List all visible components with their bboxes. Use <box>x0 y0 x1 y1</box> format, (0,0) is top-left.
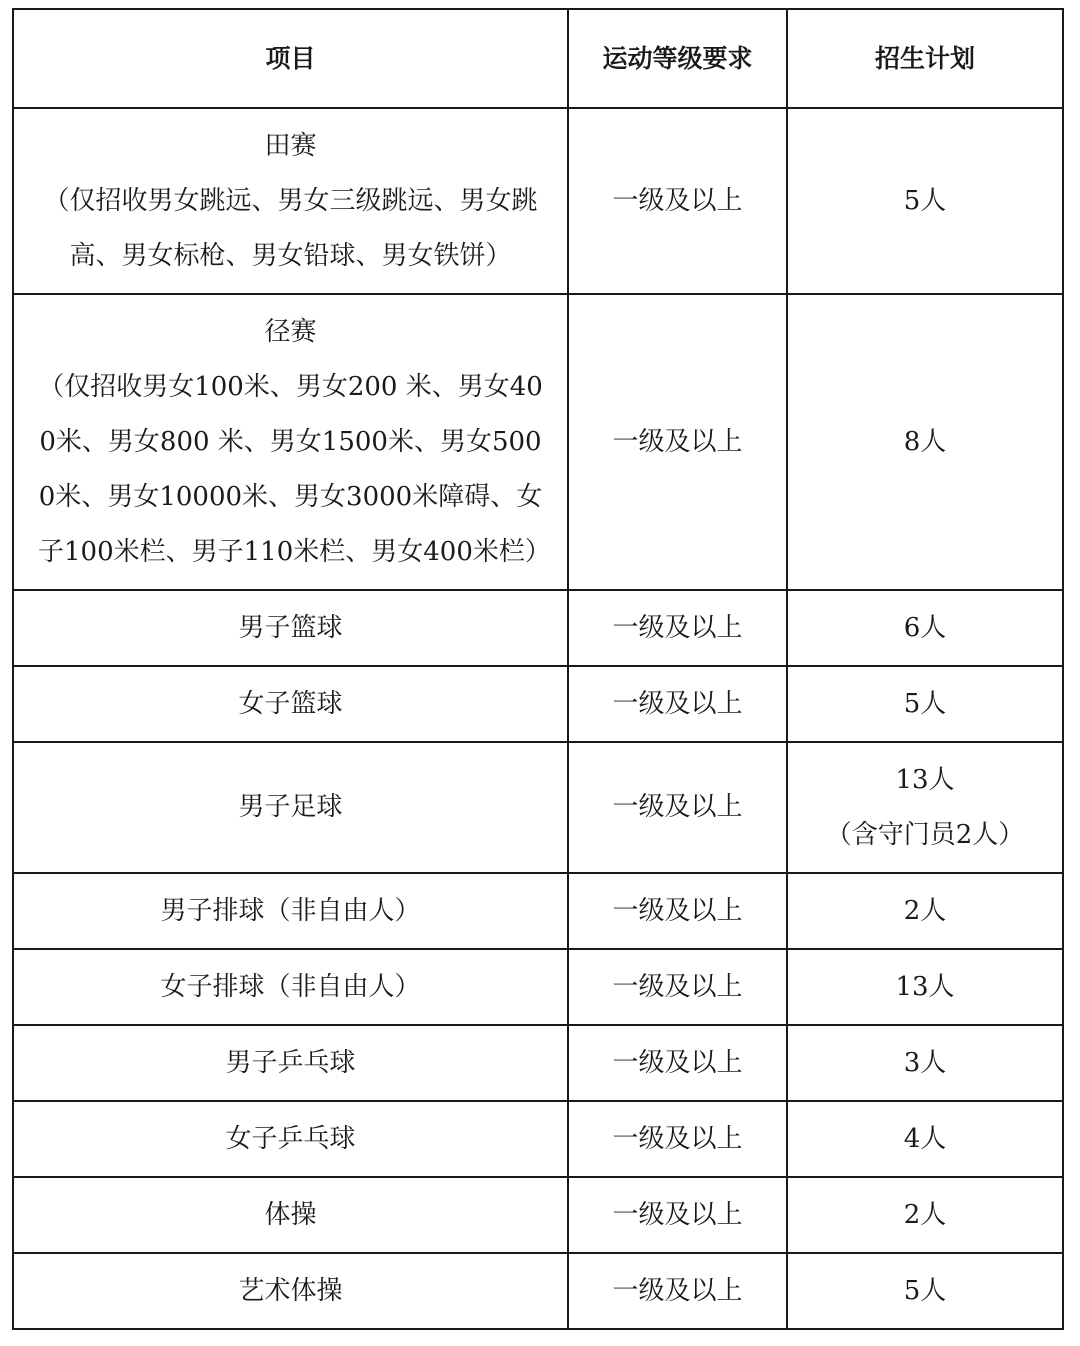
table-row <box>13 108 1063 294</box>
level-cell: 一级及以上 <box>568 666 787 742</box>
table-row <box>13 873 1063 949</box>
level-cell: 一级及以上 <box>568 108 787 294</box>
header-quota: 招生计划 <box>787 9 1063 108</box>
table-row <box>13 294 1063 590</box>
table-row <box>13 949 1063 1025</box>
project-cell: 男子乒乓球 <box>13 1025 568 1101</box>
level-cell: 一级及以上 <box>568 590 787 666</box>
project-name: 径赛 <box>264 316 317 347</box>
quota-cell: 6人 <box>787 590 1063 666</box>
project-cell: 艺术体操 <box>13 1253 568 1329</box>
quota-cell <box>787 742 1063 873</box>
table-row <box>13 590 1063 666</box>
quota-cell: 8人 <box>787 294 1063 590</box>
level-cell: 一级及以上 <box>568 1177 787 1253</box>
quota-cell: 4人 <box>787 1101 1063 1177</box>
header-project: 项目 <box>13 9 568 108</box>
header-row <box>13 9 1063 108</box>
project-cell: 女子篮球 <box>13 666 568 742</box>
project-name: 田赛 <box>264 130 317 161</box>
project-cell: 男子篮球 <box>13 590 568 666</box>
quota-value: 13人 <box>895 764 955 795</box>
table-row <box>13 1101 1063 1177</box>
project-cell <box>13 108 568 294</box>
header-level: 运动等级要求 <box>568 9 787 108</box>
level-cell: 一级及以上 <box>568 1253 787 1329</box>
quota-cell: 3人 <box>787 1025 1063 1101</box>
level-cell: 一级及以上 <box>568 1025 787 1101</box>
project-cell <box>13 294 568 590</box>
table-row <box>13 1025 1063 1101</box>
project-cell: 女子乒乓球 <box>13 1101 568 1177</box>
table-row <box>13 742 1063 873</box>
level-cell: 一级及以上 <box>568 742 787 873</box>
table-row <box>13 1253 1063 1329</box>
level-cell: 一级及以上 <box>568 294 787 590</box>
level-cell: 一级及以上 <box>568 1101 787 1177</box>
quota-cell: 5人 <box>787 666 1063 742</box>
quota-cell: 5人 <box>787 1253 1063 1329</box>
quota-cell: 13人 <box>787 949 1063 1025</box>
table-row <box>13 666 1063 742</box>
quota-cell: 2人 <box>787 1177 1063 1253</box>
quota-cell: 2人 <box>787 873 1063 949</box>
table-row <box>13 1177 1063 1253</box>
level-cell: 一级及以上 <box>568 949 787 1025</box>
level-cell: 一级及以上 <box>568 873 787 949</box>
project-detail: （仅招收男女100米、男女200 米、男女400米、男女800 米、男女1500米、男女5000米、男女10000米、男女3000米障碍、女子100米栏、男子110米栏、男女400米栏） <box>38 371 551 567</box>
project-cell: 男子排球（非自由人） <box>13 873 568 949</box>
project-cell: 女子排球（非自由人） <box>13 949 568 1025</box>
project-cell: 体操 <box>13 1177 568 1253</box>
quota-cell: 5人 <box>787 108 1063 294</box>
project-detail: （仅招收男女跳远、男女三级跳远、男女跳高、男女标枪、男女铅球、男女铁饼） <box>43 185 538 271</box>
project-cell: 男子足球 <box>13 742 568 873</box>
admissions-table <box>12 8 1064 1330</box>
quota-note: （含守门员2人） <box>825 819 1025 850</box>
